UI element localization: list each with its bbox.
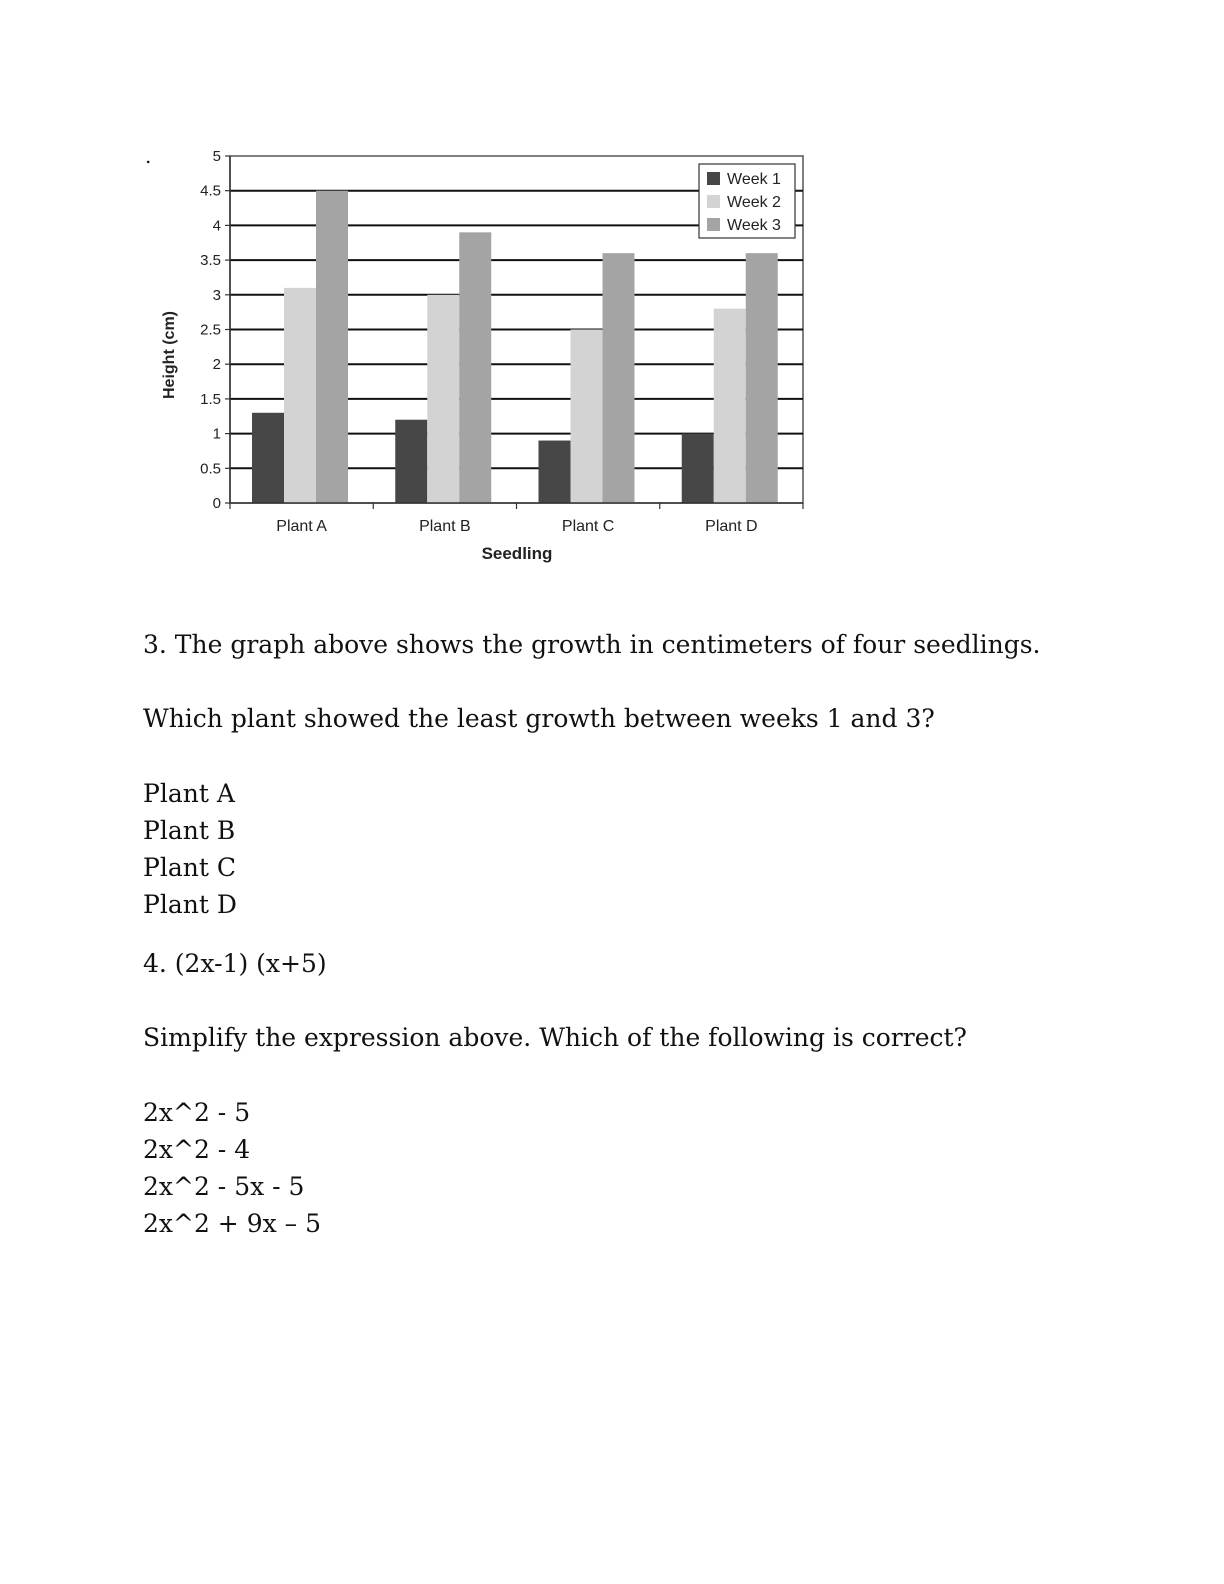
bar-week-1 — [682, 434, 714, 503]
y-tick-label: 3 — [212, 286, 221, 304]
question-4-option: 2x^2 - 5x - 5 — [143, 1172, 305, 1201]
question-4-options — [143, 1094, 321, 1242]
legend-swatch — [707, 195, 720, 208]
chart-legend — [699, 164, 795, 238]
question-4-stem: 4. (2x-1) (x+5) — [143, 949, 327, 978]
question-3-option: Plant A — [143, 779, 235, 808]
x-tick-label: Plant B — [419, 518, 471, 535]
question-3-prompt: Which plant showed the least growth between weeks 1 and 3? — [143, 704, 935, 733]
x-tick-label: Plant D — [705, 518, 758, 535]
bar-week-3 — [459, 232, 491, 503]
legend-swatch — [707, 172, 720, 185]
y-tick-label: 3.5 — [200, 252, 221, 270]
bar-week-2 — [284, 288, 316, 503]
y-tick-label: 5 — [212, 148, 221, 165]
legend-label: Week 2 — [727, 194, 781, 211]
question-3-options — [143, 775, 237, 923]
bar-week-3 — [603, 253, 635, 503]
y-tick-label: 0.5 — [200, 460, 221, 478]
question-4-prompt: Simplify the expression above. Which of the following is correct? — [143, 1023, 967, 1052]
bar-week-2 — [714, 309, 746, 503]
bar-week-2 — [571, 330, 603, 504]
bar-week-1 — [539, 441, 571, 503]
x-axis-title: Seedling — [481, 544, 553, 563]
question-3-stem: 3. The graph above shows the growth in centimeters of four seedlings. — [143, 630, 1041, 659]
question-4-option: 2x^2 - 5 — [143, 1098, 251, 1127]
legend-label: Week 3 — [727, 217, 781, 234]
legend-label: Week 1 — [727, 171, 781, 188]
y-tick-label: 4.5 — [200, 182, 221, 200]
y-tick-label: 1.5 — [200, 390, 221, 408]
bar-week-2 — [427, 295, 459, 503]
question-3-option: Plant D — [143, 890, 237, 919]
bar-chart — [140, 140, 820, 580]
y-tick-label: 2.5 — [200, 321, 221, 339]
stray-dot: . — [145, 144, 152, 168]
question-4-option: 2x^2 + 9x – 5 — [143, 1209, 322, 1238]
question-4-option: 2x^2 - 4 — [143, 1135, 251, 1164]
question-3-option: Plant B — [143, 816, 236, 845]
bar-week-1 — [252, 413, 284, 503]
x-tick-label: Plant A — [276, 518, 327, 535]
y-tick-label: 0 — [212, 495, 221, 512]
y-tick-label: 1 — [212, 425, 221, 443]
y-axis-title: Height (cm) — [161, 311, 178, 399]
x-tick-label: Plant C — [561, 518, 615, 535]
y-tick-label: 2 — [212, 356, 221, 374]
legend-swatch — [707, 218, 720, 231]
bar-week-3 — [316, 191, 348, 503]
question-3-option: Plant C — [143, 853, 236, 882]
y-tick-label: 4 — [212, 217, 221, 235]
bar-week-3 — [746, 253, 778, 503]
bar-week-1 — [395, 420, 427, 503]
